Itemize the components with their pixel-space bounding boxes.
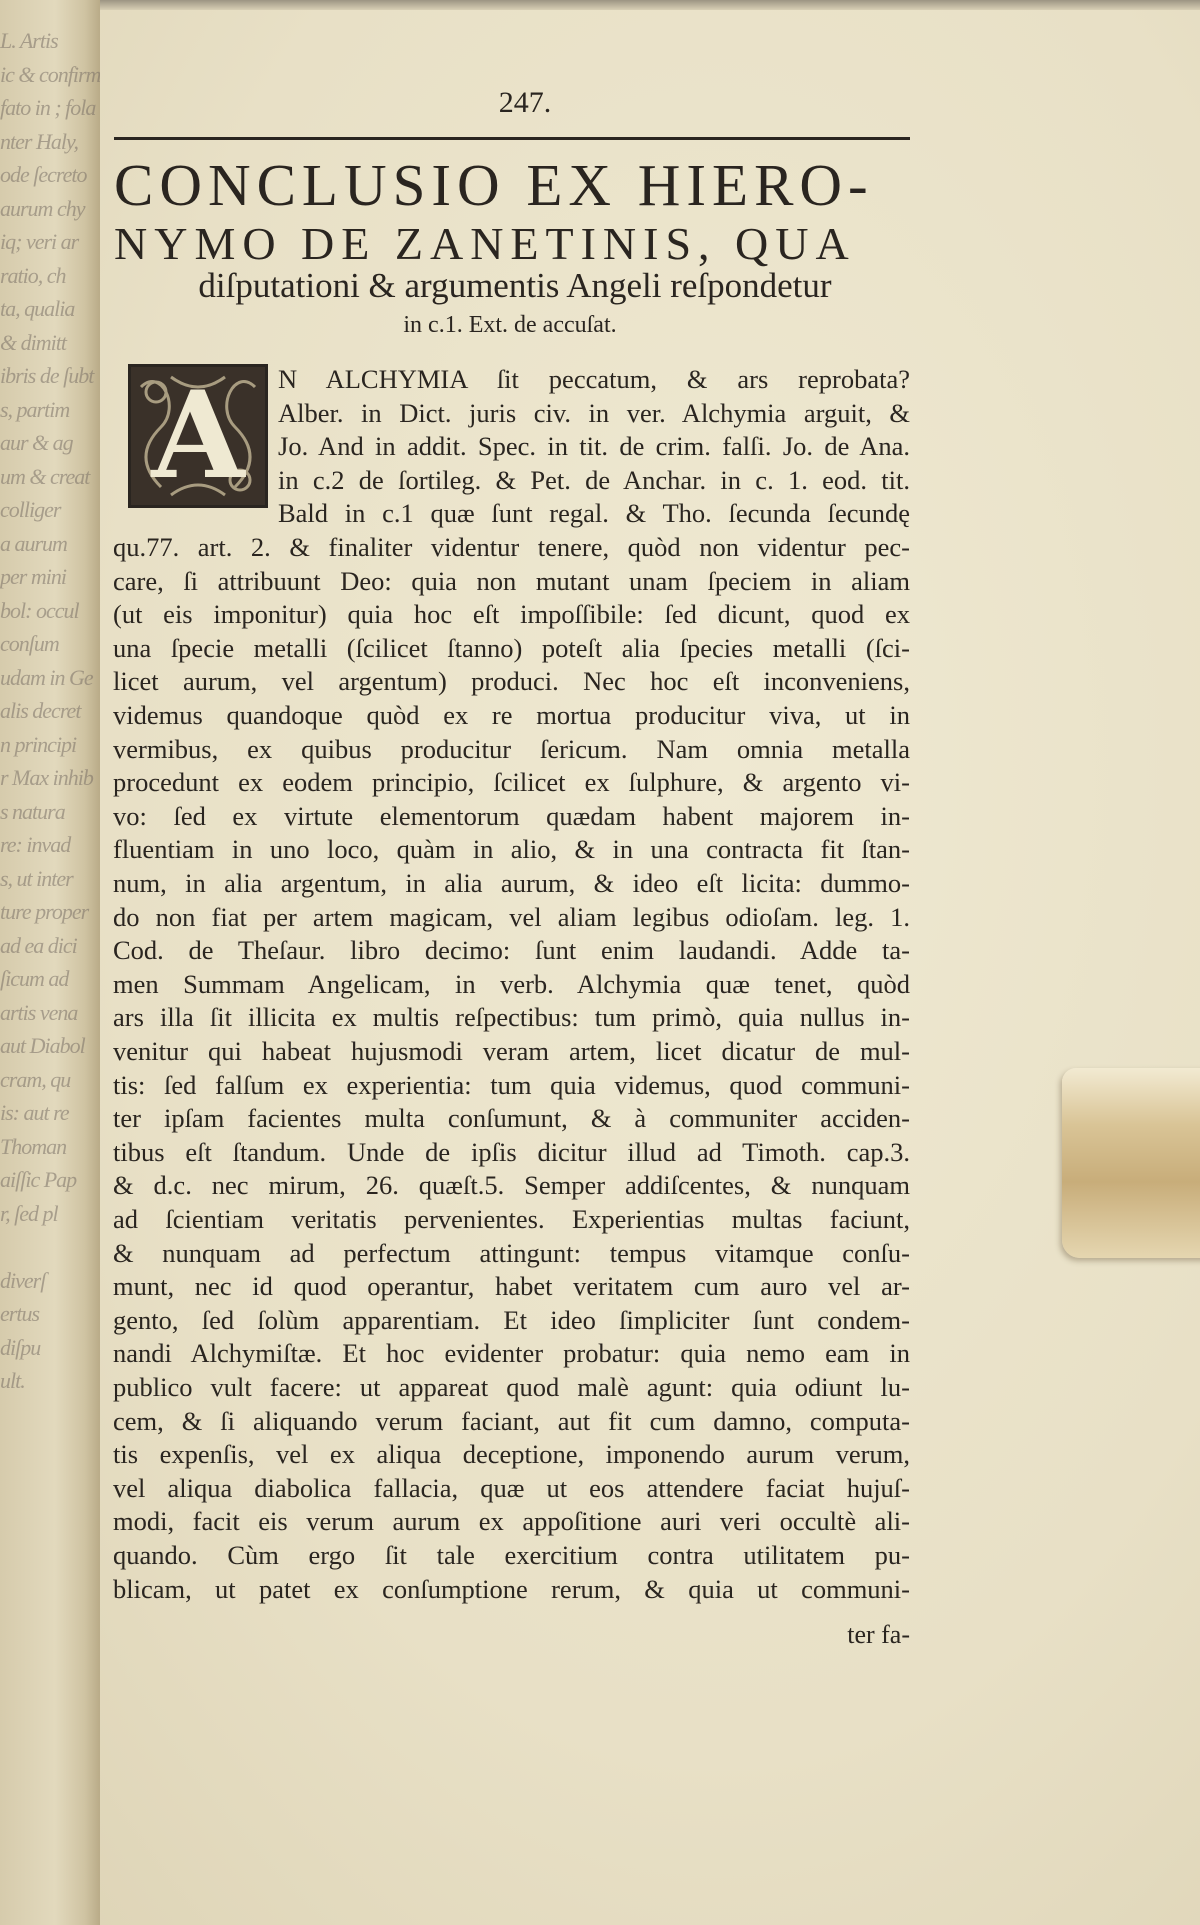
text-line: in c.2 de ſortileg. & Pet. de Anchar. in c. 1. eod. tit. — [278, 464, 910, 495]
gutter-bleed-line: s natura — [0, 798, 65, 824]
text-line: & d.c. nec mirum, 26. quæſt.5. Semper addiſcentes, & nunquam — [113, 1170, 910, 1201]
gutter-bleed-line: diſpu — [0, 1334, 41, 1360]
text-line: nandi Alchymiſtæ. Et hoc evidenter probatur: quia nemo eam in — [113, 1338, 910, 1369]
page-top-edge — [100, 0, 1200, 10]
gutter-bleed-line: ratio, ch — [0, 262, 66, 288]
text-line: ad ſcientiam veritatis pervenientes. Experientias multas faciunt, — [113, 1204, 910, 1234]
text-line: tibus eſt ſtandum. Unde de ipſis dicitur illud ad Timoth. cap.3. — [113, 1136, 910, 1167]
text-line: tis: ſed falſum ex experientia: tum quia videmus, quod communi- — [113, 1069, 910, 1100]
gutter-bleed-line: nter Haly, — [0, 128, 78, 154]
gutter-bleed-line: s, partim — [0, 396, 70, 422]
heading-line-1: CONCLUSIO EX HIERO- — [114, 152, 874, 218]
text-line: ars illa ſit illicita ex multis reſpectibus: tum primò, quia nullus in- — [113, 1002, 910, 1033]
gutter-bleed-line: r Max inhib — [0, 765, 93, 790]
text-line: vo: ſed ex virtute elementorum quædam habent majorem in- — [113, 800, 910, 831]
text-line: & nunquam ad perfectum attingunt: tempus vitamque conſu- — [113, 1237, 910, 1268]
text-line: licet aurum, vel argentum) produci. Nec hoc eſt inconveniens, — [113, 666, 910, 697]
header-rule — [114, 137, 910, 140]
catchword: ter fa- — [847, 1620, 910, 1649]
text-line: Jo. And in addit. Spec. in tit. de crim. falſi. Jo. de Ana. — [278, 431, 910, 462]
text-line: N ALCHYMIA ſit peccatum, & ars reprobata? — [278, 364, 910, 394]
heading-line-3: diſputationi & argumentis Angeli reſpondetur — [198, 266, 832, 305]
gutter-bleed-line: ic & confirm — [0, 61, 100, 87]
heading-line-2: NYMO DE ZANETINIS, QUA — [114, 218, 856, 269]
text-line: publico vult facere: ut appareat quod malè agunt: quia odiunt lu- — [113, 1372, 910, 1402]
text-line: vel aliqua diabolica fallacia, quæ ut eos attendere faciat hujuſ- — [113, 1472, 910, 1503]
gutter-bleed-line: ad ea dici — [0, 932, 77, 958]
gutter-bleed-line: ult. — [0, 1368, 25, 1393]
gutter-bleed-line: ture proper — [0, 899, 89, 924]
text-line: care, ſi attribuunt Deo: quia non mutant unam ſpeciem in aliam — [113, 565, 910, 596]
text-line: Bald in c.1 quæ ſunt regal. & Tho. ſecunda ſecundę — [278, 498, 910, 529]
text-line: munt, nec id quod operantur, habet veritatem cum auro vel ar- — [113, 1271, 910, 1302]
initial-letter: A — [151, 365, 245, 506]
text-line: gento, ſed ſolùm apparentiam. Et ideo ſimpliciter ſunt condem- — [113, 1304, 910, 1335]
gutter-bleed-line: cram, qu — [0, 1066, 71, 1092]
gutter-bleed-line: aut Diabol — [0, 1033, 85, 1058]
gutter-bleed-line: ertus — [0, 1301, 39, 1326]
text-line: tis expenſis, vel ex aliqua deceptione, imponendo aurum verum, — [113, 1439, 910, 1470]
text-line: modi, facit eis verum aurum ex appoſitione auri veri occultè ali- — [113, 1506, 910, 1537]
gutter-bleed-line: Thoman — [0, 1133, 67, 1159]
gutter-bleed-line: fato in ; fola — [0, 95, 96, 120]
gutter-bleed-line: ta, qualia — [0, 296, 75, 321]
text-line: cem, & ſi aliquando verum faciant, aut fit cum damno, computa- — [113, 1405, 910, 1436]
page-number: 247. — [498, 86, 552, 119]
gutter-bleed-line: ſicum ad — [0, 966, 69, 991]
gutter-bleed-line: um & creat — [0, 463, 90, 489]
gutter-bleed-line: s, ut inter — [0, 865, 73, 891]
text-line: videmus quandoque quòd ex re mortua producitur viva, ut in — [113, 700, 910, 730]
decorated-initial — [128, 364, 268, 508]
gutter-bleed-line: aiſſic Pap — [0, 1167, 77, 1192]
gutter-bleed-line: re: invad — [0, 832, 71, 857]
text-line: venitur qui habeat hujusmodi veram artem, licet dicatur de mul- — [113, 1036, 910, 1066]
text-line: men Summam Angelicam, in verb. Alchymia quæ tenet, quòd — [113, 968, 910, 999]
gutter-bleed-line: a aurum — [0, 530, 67, 556]
text-line: (ut eis imponitur) quia hoc eſt impoſſibile: ſed dicunt, quod ex — [113, 599, 910, 630]
facing-page-gutter — [0, 0, 100, 1925]
ribbon-bookmark — [1062, 1068, 1200, 1258]
gutter-bleed-line: aurum chy — [0, 195, 85, 221]
gutter-bleed-line: L. Artis — [0, 28, 58, 53]
heading-line-4: in c.1. Ext. de accuſat. — [403, 312, 617, 338]
text-line: num, in alia argentum, in alia aurum, & ideo eſt licita: dummo- — [113, 868, 910, 898]
gutter-bleed-line: n principi — [0, 731, 77, 757]
gutter-bleed-line: artis vena — [0, 999, 78, 1025]
gutter-bleed-line: colliger — [0, 497, 61, 522]
text-line: procedunt ex eodem principio, ſcilicet ex ſulphure, & argento vi- — [113, 767, 910, 798]
gutter-bleed-line: alis decret — [0, 698, 81, 723]
gutter-bleed-line: is: aut re — [0, 1100, 69, 1125]
gutter-bleed-line: bol: occul — [0, 597, 79, 623]
gutter-bleed-line: iq; veri ar — [0, 229, 79, 254]
gutter-bleed-line: conſum — [0, 631, 59, 656]
text-line: ter ipſam facientes multa conſumunt, & à communiter acciden- — [113, 1103, 910, 1134]
text-line: quando. Cùm ergo ſit tale exercitium contra utilitatem pu- — [113, 1540, 910, 1570]
gutter-bleed-line: ode ſecreto — [0, 162, 87, 187]
gutter-bleed-line: per mini — [0, 564, 66, 589]
text-line: una ſpecie metalli (ſcilicet ſtanno) poteſt alia ſpecies metalli (ſci- — [113, 632, 910, 663]
gutter-bleed-line: udam in Ge — [0, 664, 93, 690]
text-line: Alber. in Dict. juris civ. in ver. Alchymia arguit, & — [278, 397, 910, 428]
text-line: blicam, ut patet ex conſumptione rerum, & quia ut communi- — [113, 1573, 910, 1604]
text-line: qu.77. art. 2. & finaliter videntur tenere, quòd non videntur pec- — [113, 532, 910, 562]
gutter-bleed-line: aur & ag — [0, 430, 73, 455]
gutter-bleed-line: ibris de ſubt — [0, 363, 94, 388]
text-line: fluentiam in uno loco, quàm in alio, & in una contracta fit ſtan- — [113, 834, 910, 865]
gutter-bleed-line: & dimitt — [0, 329, 66, 355]
gutter-bleed-line: diverſ — [0, 1267, 46, 1293]
gutter-bleed-line: r, ſed pl — [0, 1200, 58, 1226]
text-line: Cod. de Theſaur. libro decimo: ſunt enim laudandi. Adde ta- — [113, 935, 910, 966]
text-line: vermibus, ex quibus producitur ſericum. Nam omnia metalla — [113, 733, 910, 764]
text-line: do non fiat per artem magicam, vel aliam legibus odioſam. leg. 1. — [113, 901, 910, 932]
